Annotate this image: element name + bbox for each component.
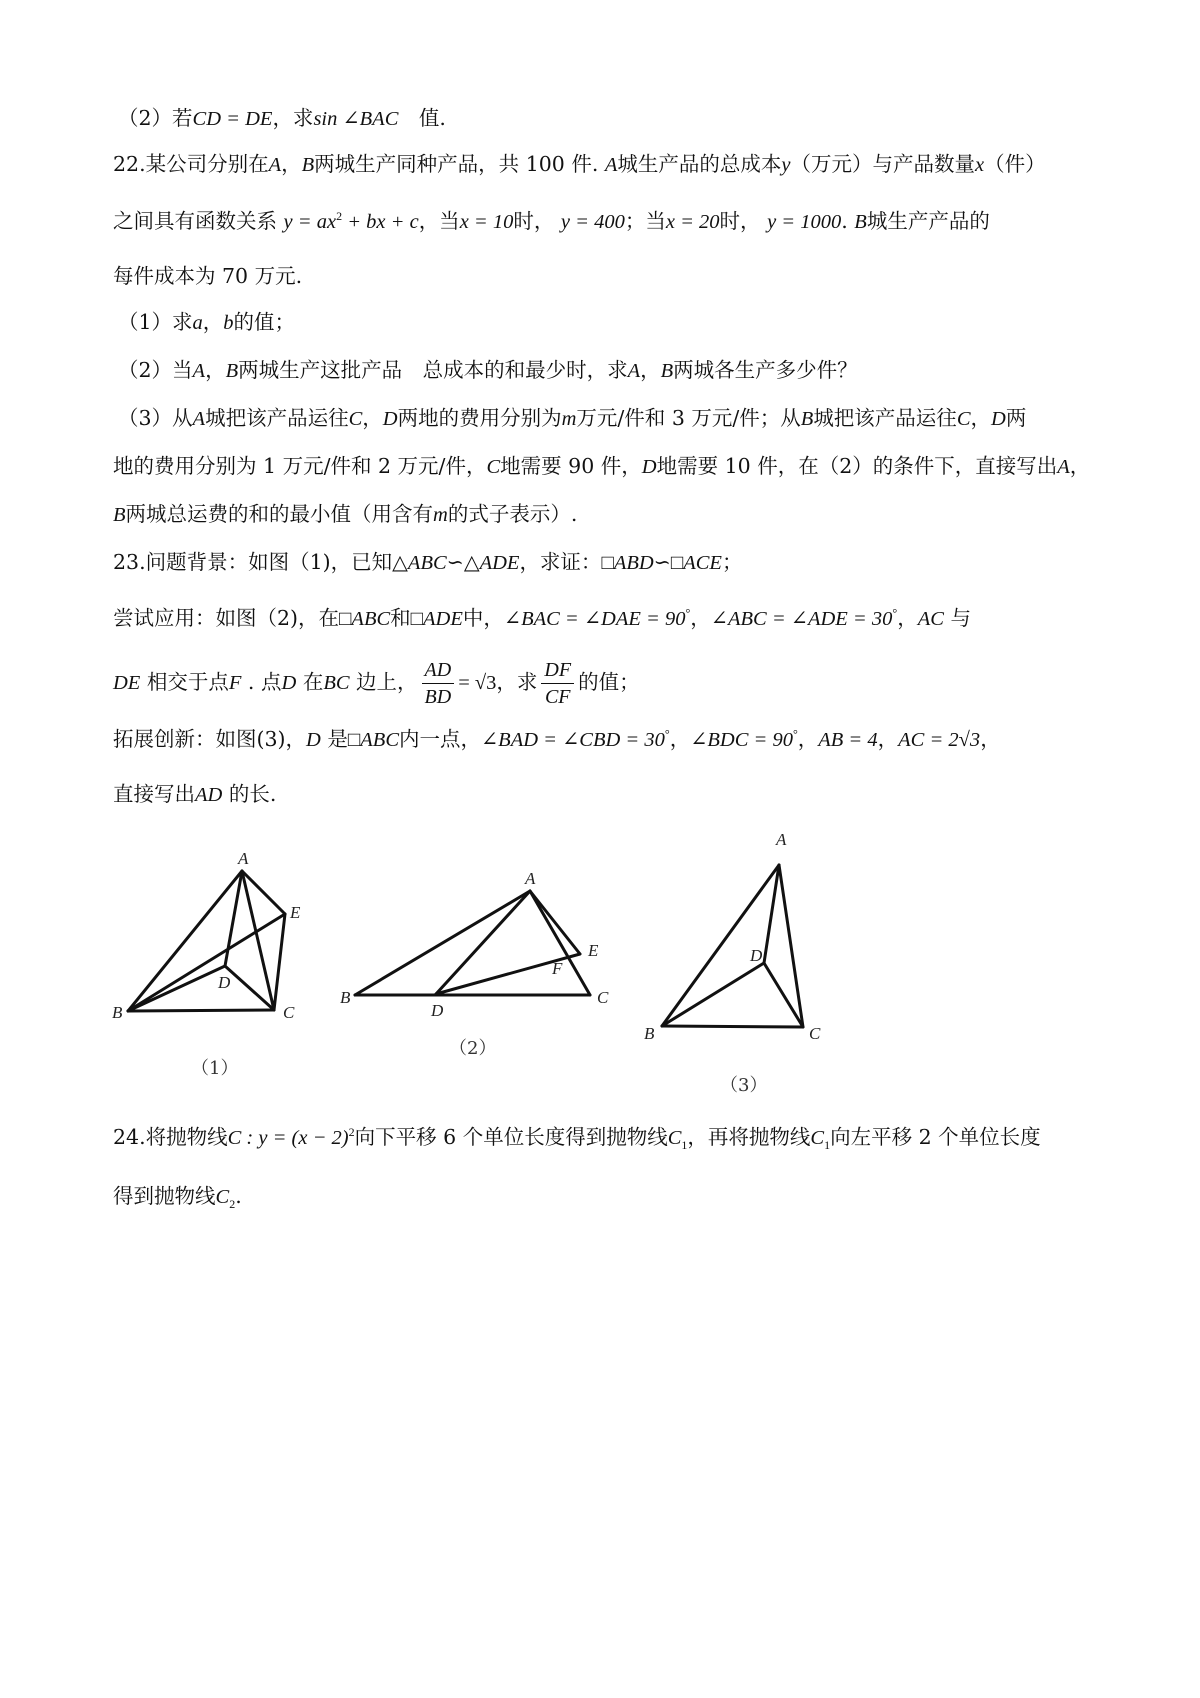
q21-part2: （2）若CD = DE，求sin ∠BAC 值.: [118, 106, 446, 130]
fig1-label-c: C: [283, 1003, 295, 1022]
q22-line3: 每件成本为 70 万元.: [113, 264, 303, 288]
q23-line4: 拓展创新：如图(3)，D 是□ABC内一点，∠BAD = ∠CBD = 30°，∠BDC = 90°，AB = 4，AC = 2√3，: [113, 726, 1001, 751]
fig2-label-e: E: [588, 941, 599, 960]
q22-line1: 22.某公司分别在A，B两城生产同种产品，共 100 件. A城生产品的总成本y（万元）与产品数量x（件）: [113, 152, 1046, 176]
figure-3: [640, 825, 840, 1055]
fig3-label-a: A: [776, 830, 787, 849]
fig1-label-b: B: [112, 1003, 123, 1022]
fig2-label-d: D: [431, 1001, 444, 1020]
figure-1: [100, 838, 330, 1038]
fig2-label-a: A: [525, 870, 536, 888]
q22-line2: 之间具有函数关系 $y = ax^2$ + bx + c，当x = 10时， y = 400；当x = 20时， y = 1000. B城生产产品的: [113, 208, 990, 233]
q24-line2: 得到抛物线$C_2$.: [113, 1184, 242, 1212]
fig2-label-b: B: [340, 988, 351, 1007]
fig2-label-c: C: [597, 988, 609, 1007]
q23-line2: 尝试应用：如图（2)，在□ABC和□ADE中，∠BAC = ∠DAE = 90°，∠ABC = ∠ADE = 30°，AC 与: [113, 605, 971, 630]
fig3-label-c: C: [809, 1024, 821, 1043]
fig2-caption: （2）: [449, 1038, 497, 1059]
fraction-df-cf: $\frac{DF}{CF}$: [541, 657, 574, 710]
fig1-caption: （1）: [191, 1058, 239, 1079]
q22-part3-line3: B两城总运费的和的最小值（用含有m的式子表示）.: [113, 502, 578, 526]
q23-line3: DE 相交于点F . 点D 在BC 边上， $\frac{AD}{BD}$ = √3，求 $\frac{DF}{CF}$ 的值；: [113, 659, 640, 708]
q22-part3-line1: （3）从A城把该产品运往C，D两地的费用分别为m万元/件和 3 万元/件；从B城把该产品运往C，D两: [118, 406, 1027, 430]
figure-2: [340, 870, 630, 1030]
fig3-caption: （3）: [720, 1075, 768, 1096]
fraction-ad-bd: $\frac{AD}{BD}$: [422, 657, 455, 710]
fig1-label-d: D: [218, 973, 231, 992]
fig3-label-d: D: [750, 946, 763, 965]
q23-line1: 23.问题背景：如图（1)，已知△ABC∽△ADE，求证：□ABD∽□ACE；: [113, 550, 743, 574]
fig2-label-f: F: [552, 959, 563, 978]
fig3-label-b: B: [644, 1024, 655, 1043]
q22-part3-line2: 地的费用分别为 1 万元/件和 2 万元/件，C地需要 90 件，D地需要 10 件，在（2）的条件下，直接写出A，: [113, 454, 1091, 478]
q24-line1: 24.将抛物线C : $y = (x - 2)^2$向下平移 6 个单位长度得到抛物线$C_1$，再将抛物线$C_1$向左平移 2 个单位长度: [113, 1124, 1041, 1152]
q23-line5: 直接写出AD 的长.: [113, 782, 277, 806]
q22-part2: （2）当A，B两城生产这批产品 总成本的和最少时，求A，B两城各生产多少件？: [118, 358, 858, 382]
q22-part1: （1）求a，b的值；: [118, 310, 296, 334]
fig1-label-a: A: [238, 849, 249, 868]
fig1-label-e: E: [290, 903, 301, 922]
